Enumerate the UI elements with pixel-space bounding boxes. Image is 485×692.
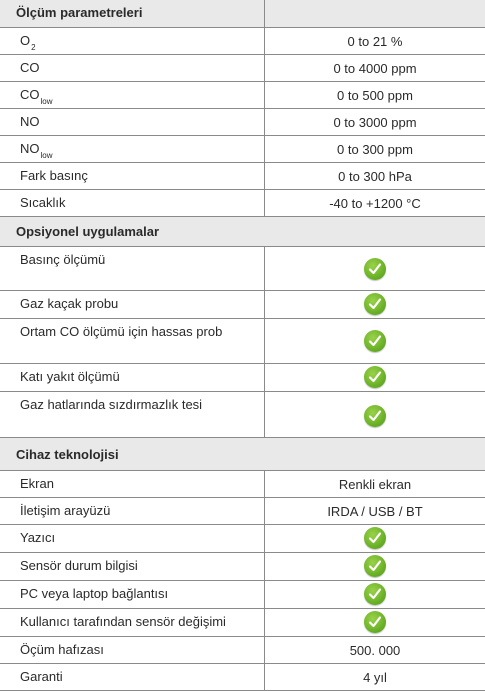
device-label: Ekran xyxy=(20,475,54,491)
table-row xyxy=(0,552,485,580)
param-label: $CO_{low}$ xyxy=(20,86,53,106)
check-circle-icon xyxy=(364,527,386,549)
param-label: $O_2$ xyxy=(20,32,36,52)
section-header-measurement xyxy=(0,0,485,27)
table-row xyxy=(0,108,485,135)
table-row xyxy=(0,318,485,363)
param-value: 0 to 300 ppm xyxy=(337,141,413,157)
check-circle-icon xyxy=(364,405,386,427)
device-value: IRDA / USB / BT xyxy=(327,503,423,519)
device-value: 4 yıl xyxy=(363,669,387,685)
param-value: 0 to 500 ppm xyxy=(337,87,413,103)
check-circle-icon xyxy=(364,583,386,605)
device-label: Sensör durum bilgisi xyxy=(20,557,138,573)
device-value: 500. 000 xyxy=(349,642,401,658)
table-row xyxy=(0,524,485,552)
table-row xyxy=(0,290,485,318)
table-row xyxy=(0,470,485,497)
table-row xyxy=(0,162,485,189)
param-label: NO xyxy=(20,113,40,129)
option-label: Ortam CO ölçümü için hassas prob xyxy=(20,323,223,339)
option-label: Katı yakıt ölçümü xyxy=(20,368,120,384)
param-value: -40 to +1200 °C xyxy=(329,195,421,211)
table-row xyxy=(0,54,485,81)
param-label: CO xyxy=(20,59,40,75)
device-value: Renkli ekran xyxy=(338,476,412,492)
table-row xyxy=(0,363,485,391)
table-row xyxy=(0,27,485,54)
check-circle-icon xyxy=(364,555,386,577)
section-title: Cihaz teknolojisi xyxy=(16,446,119,462)
option-label: Basınç ölçümü xyxy=(20,251,106,267)
table-row xyxy=(0,391,485,437)
check-circle-icon xyxy=(364,258,386,280)
device-label: Garanti xyxy=(20,668,63,684)
table-row xyxy=(0,246,485,290)
section-title: Opsiyonel uygulamalar xyxy=(16,223,160,239)
check-circle-icon xyxy=(364,611,386,633)
table-row xyxy=(0,497,485,524)
table-row xyxy=(0,636,485,663)
option-label: Gaz kaçak probu xyxy=(20,295,119,311)
param-value: 0 to 3000 ppm xyxy=(333,114,417,130)
section-header-device xyxy=(0,437,485,470)
option-label: Gaz hatlarında sızdırmazlık tesi xyxy=(20,396,203,412)
table-row xyxy=(0,81,485,108)
param-value: 0 to 4000 ppm xyxy=(333,60,417,76)
table-row xyxy=(0,135,485,162)
check-circle-icon xyxy=(364,330,386,352)
device-label: Öçüm hafızası xyxy=(20,641,104,657)
param-value: 0 to 21 % xyxy=(347,33,403,49)
table-row xyxy=(0,580,485,608)
param-label: Sıcaklık xyxy=(20,194,66,210)
check-circle-icon xyxy=(364,366,386,388)
device-label: Kullanıcı tarafından sensör değişimi xyxy=(20,613,226,629)
table-row xyxy=(0,608,485,636)
section-title: Ölçüm parametreleri xyxy=(16,5,143,20)
section-header-optional xyxy=(0,216,485,246)
device-label: Yazıcı xyxy=(20,529,56,545)
table-row xyxy=(0,189,485,216)
param-label: Fark basınç xyxy=(20,167,88,183)
param-label: $NO_{low}$ xyxy=(20,140,53,160)
table-row xyxy=(0,663,485,690)
param-value: 0 to 300 hPa xyxy=(338,168,412,184)
device-label: PC veya laptop bağlantısı xyxy=(20,585,169,601)
check-circle-icon xyxy=(364,293,386,315)
device-label: İletişim arayüzü xyxy=(20,502,111,518)
